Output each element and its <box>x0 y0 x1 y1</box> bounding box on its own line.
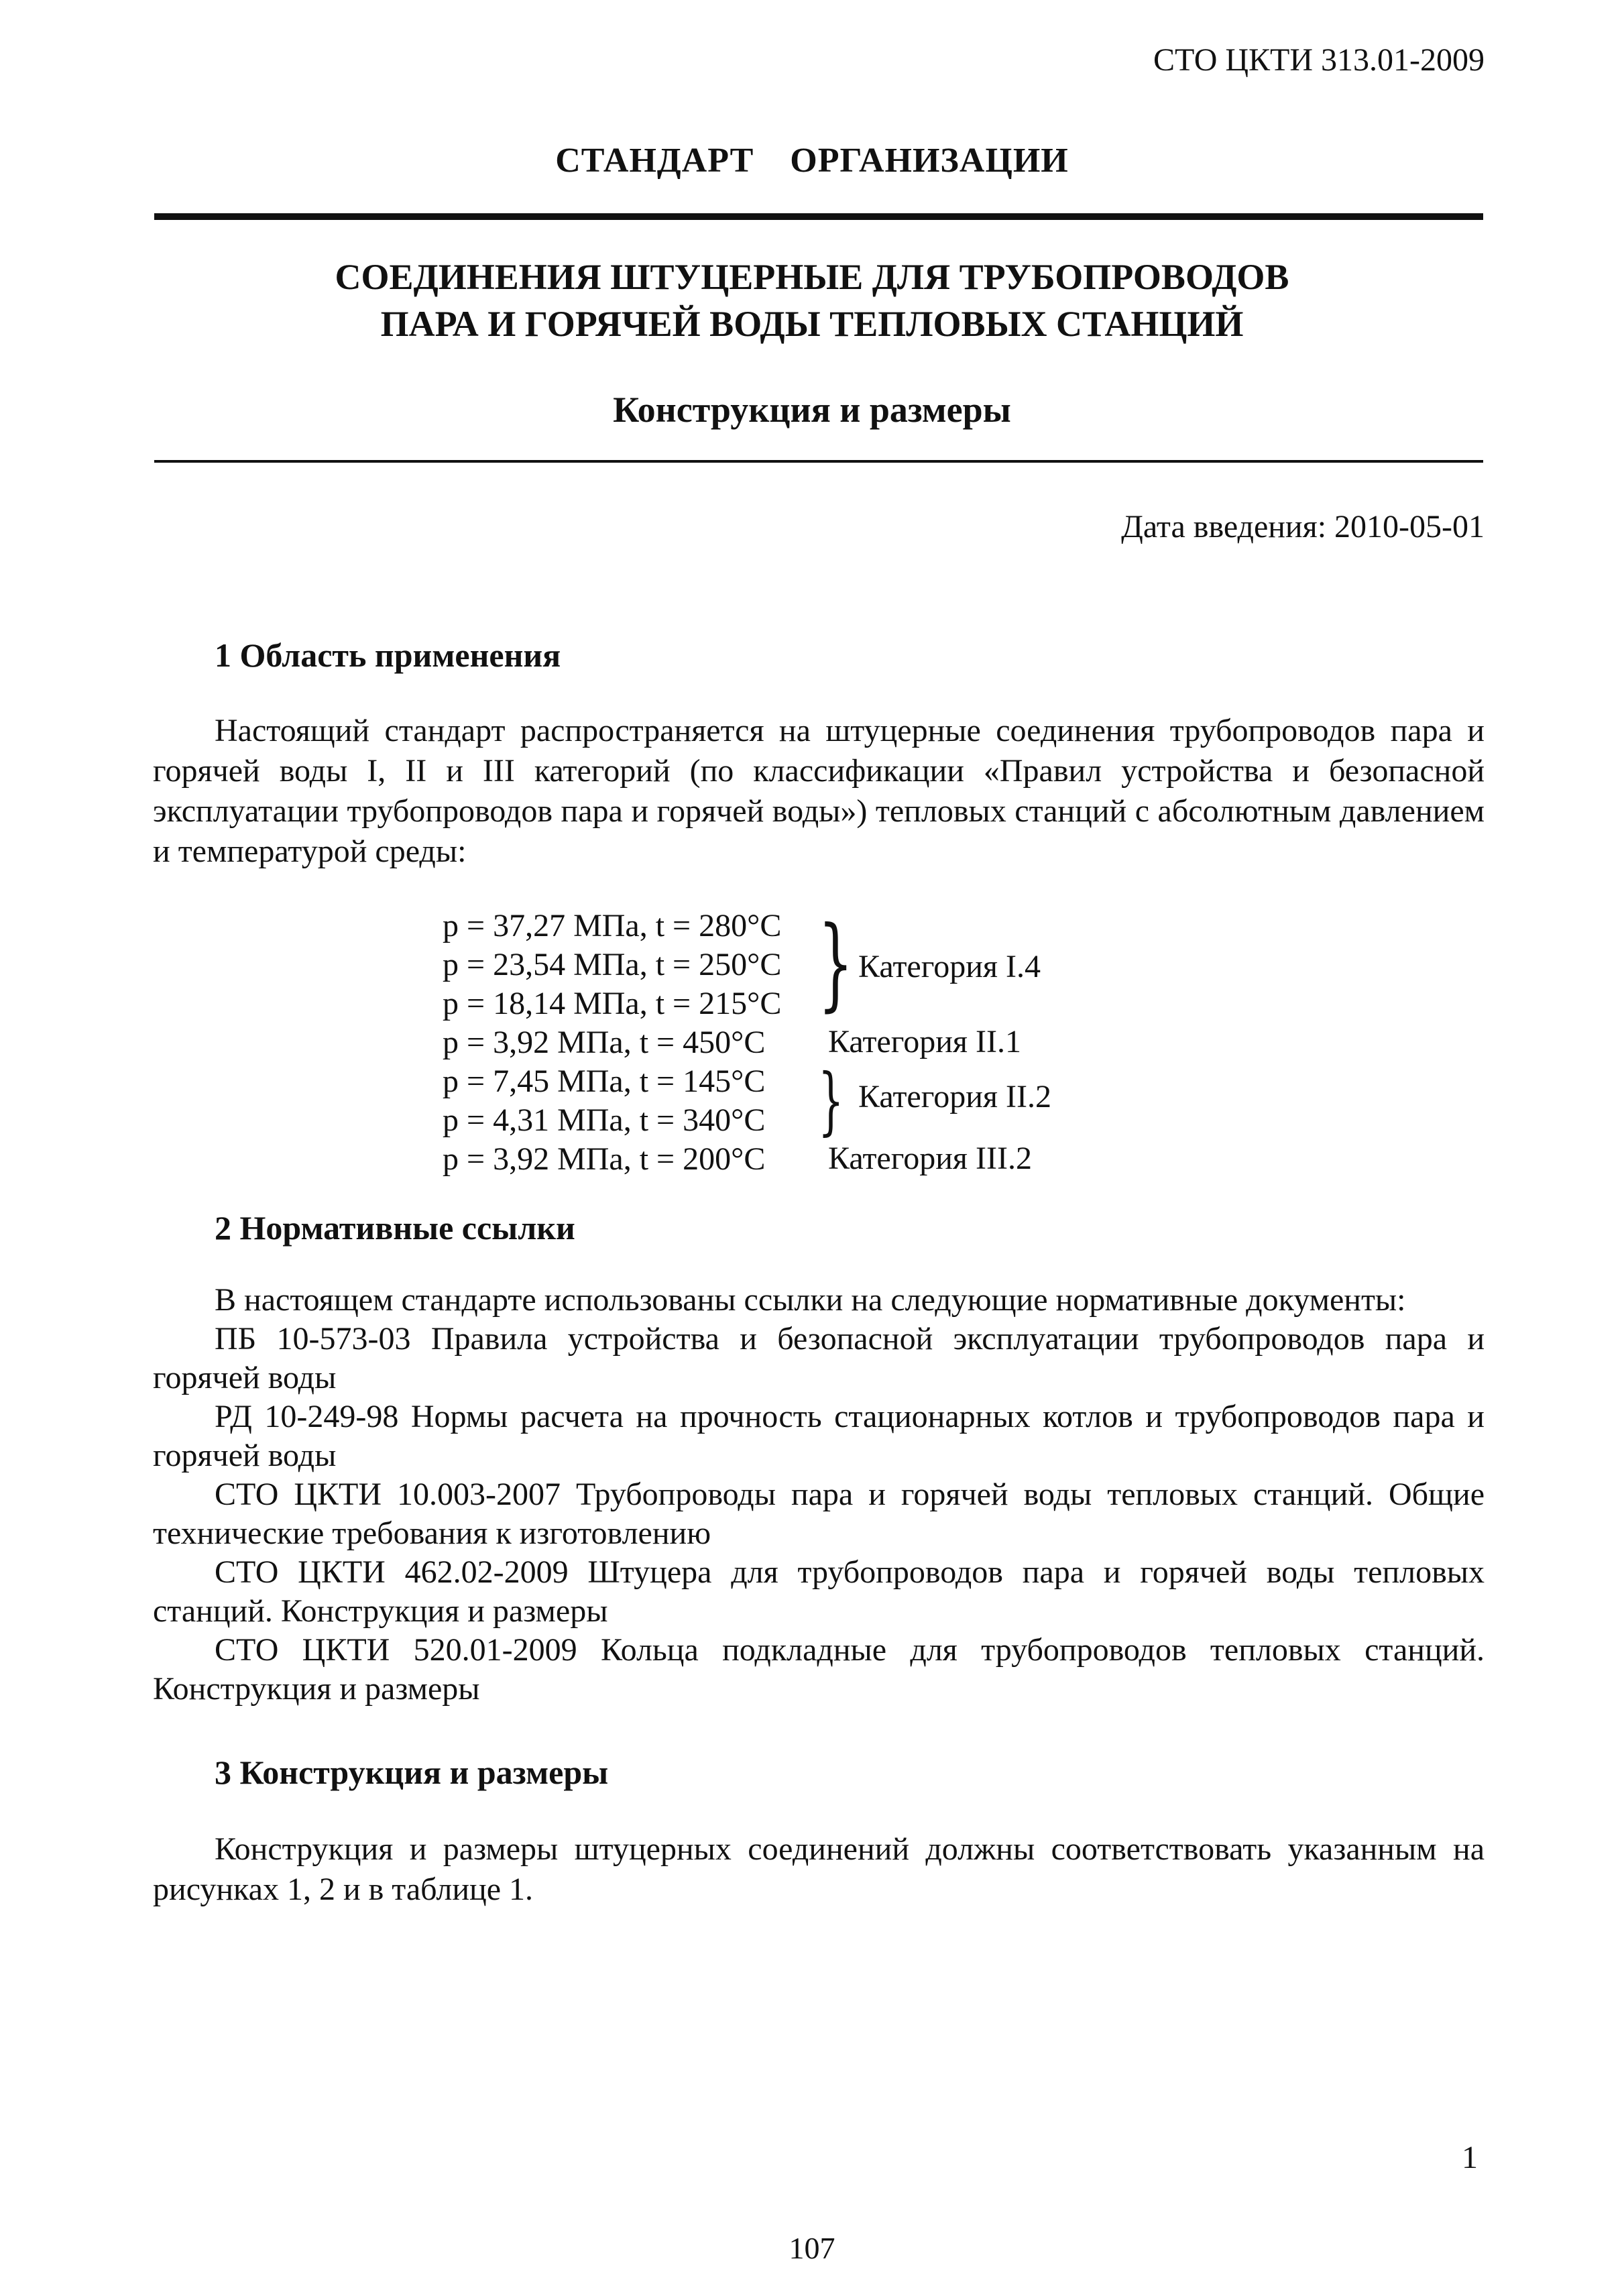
section-3-paragraph <box>153 1829 1485 1910</box>
parameter-line: p = 37,27 МПа, t = 280°C <box>443 908 782 943</box>
category-label: Категория II.1 <box>828 1024 1021 1059</box>
section-1-paragraph <box>153 711 1485 872</box>
reference-item: СТО ЦКТИ 10.003-2007 Трубопроводы пара и горячей воды тепловых станций. Общие технические требования к изготовлению <box>153 1477 1485 1551</box>
parameter-line: p = 3,92 МПа, t = 200°C <box>443 1141 766 1177</box>
section-3-heading: 3 Конструкция и размеры <box>215 1754 609 1791</box>
document-code: СТО ЦКТИ 313.01-2009 <box>1153 42 1485 78</box>
parameter-line: p = 18,14 МПа, t = 215°C <box>443 986 782 1021</box>
reference-item: ПБ 10-573-03 Правила устройства и безопасной эксплуатации трубопроводов пара и горячей воды <box>153 1321 1485 1395</box>
reference-item: СТО ЦКТИ 520.01-2009 Кольца подкладные для трубопроводов тепловых станций. Конструкция и размеры <box>153 1632 1485 1707</box>
section-1-heading: 1 Область применения <box>215 636 561 674</box>
section-3-text: Конструкция и размеры штуцерных соединений должны соответствовать указанным на рисунках 1, 2 и в таблице 1. <box>153 1831 1485 1907</box>
sheet-number: 107 <box>789 2231 835 2265</box>
title-divider-thin <box>154 460 1483 463</box>
page-number: 1 <box>1462 2140 1478 2175</box>
section-1-text: Настоящий стандарт распространяется на штуцерные соединения трубопроводов пара и горячей воды I, II и III категорий (по классификации «Правил устройства и безопасной эксплуатации трубопроводов пара и горячей воды») тепловых станций с абсолютным давлением и температурой среды: <box>153 713 1485 869</box>
parameter-line: p = 7,45 МПа, t = 145°C <box>443 1064 766 1099</box>
normative-references <box>153 1281 1485 1709</box>
category-label: Категория II.2 <box>858 1079 1051 1114</box>
title-divider-thick <box>154 213 1483 220</box>
category-label: Категория III.2 <box>828 1141 1032 1176</box>
reference-item: РД 10-249-98 Нормы расчета на прочность стационарных котлов и трубопроводов пара и горячей воды <box>153 1399 1485 1473</box>
parameter-line: p = 3,92 МПа, t = 450°C <box>443 1025 766 1060</box>
reference-item: СТО ЦКТИ 462.02-2009 Штуцера для трубопроводов пара и горячей воды тепловых станций. Конструкция и размеры <box>153 1554 1485 1629</box>
organization-standard-title: СТАНДАРТ ОРГАНИЗАЦИИ <box>555 141 1069 180</box>
category-brace: } <box>818 905 854 1022</box>
parameter-line: p = 4,31 МПа, t = 340°C <box>443 1102 766 1138</box>
document-subtitle: Конструкция и размеры <box>613 390 1011 430</box>
references-intro: В настоящем стандарте использованы ссылки на следующие нормативные документы: <box>215 1282 1406 1318</box>
parameter-line: p = 23,54 МПа, t = 250°C <box>443 947 782 982</box>
title-line-1: СОЕДИНЕНИЯ ШТУЦЕРНЫЕ ДЛЯ ТРУБОПРОВОДОВ <box>335 257 1289 297</box>
document-title <box>0 253 1624 347</box>
introduction-date: Дата введения: 2010-05-01 <box>1121 509 1485 544</box>
title-line-2: ПАРА И ГОРЯЧЕЙ ВОДЫ ТЕПЛОВЫХ СТАНЦИЙ <box>380 304 1244 344</box>
category-label: Категория I.4 <box>858 949 1041 984</box>
category-brace: } <box>818 1057 844 1143</box>
section-2-heading: 2 Нормативные ссылки <box>215 1209 575 1247</box>
